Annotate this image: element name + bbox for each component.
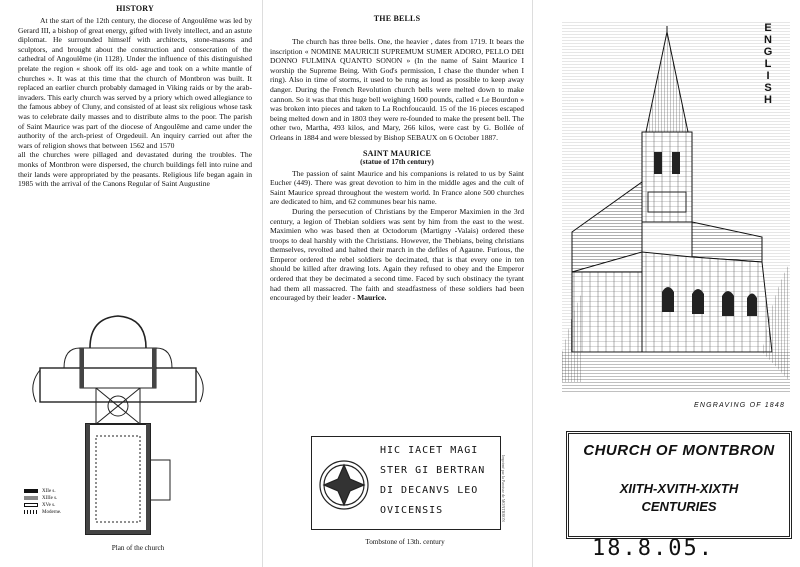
lang-letter: L [764,58,772,70]
lang-letter: N [764,34,772,46]
history-paragraph-1: At the start of the 12th century, the diocese of Angoulême was led by Gerard III, a bishop of great energy, gifted with lively intellect, and an astute diplomat. He surrounded himself with architects, stone-masons and sculptors, and brought about the construction and consecration of the cathedral of Angoulême (in 1128). Under the influence of this distinguished prelate the region « shook off its old- age and took on a white mantle of churches ». It was at this time that the church of Montbron was built. It replaced an earlier church probably damaged in Viking raids or by the arab-invaders. This early church was served by a priory which owed allegiance to the famous abbey of Cluny, and consisted of at least six religious whose task was to celebrate daily masses and to distribute alms to the poor. The parish of Saint Maurice was part of the diocese of Angoulême and came under the authority of the arch-priest of Orgedeuil. An inquiry carried out after the wars of religion shows that between 1562 and 1570 [18,16,252,150]
history-title: HISTORY [116,4,154,13]
lang-letter: S [764,82,772,94]
cover-centuries-2: CENTURIES [641,499,717,514]
plan-caption: Plan of the church [111,544,165,552]
legend-swatch-13c [24,496,38,500]
legend-modern: Moderne. [42,510,62,515]
cover-title-box [566,431,792,539]
tomb-line-2: STER GI BERTRAN [380,465,486,476]
cross-icon [316,439,372,527]
tomb-line-1: HIC IACET MAGI [380,445,479,456]
lang-letter: E [764,22,772,34]
bells-title: THE BELLS [373,14,421,23]
cover-title: CHURCH OF MONTBRON [583,442,775,459]
church-plan [18,290,218,550]
lang-letter: H [764,94,772,106]
tomb-line-3: DI DECANVS LEO [380,485,479,496]
printer-note: Imprimé par la Paroisse de MONTBRON [501,455,506,522]
maurice-subtitle: (statue of 17th century) [360,156,434,166]
church-engraving [562,22,790,394]
plan-legend [24,488,61,516]
maurice-title: SAINT MAURICE [362,148,432,158]
legend-12c: XIIe s. [42,489,56,494]
handwritten-date: 18.8.05. [592,536,714,561]
cover-centuries-1: XIITH-XVITH-XIXTH [619,481,739,496]
legend-15c: XVe s. [42,503,56,508]
lang-letter: I [766,70,770,82]
legend-swatch-15c [24,503,38,507]
maurice-paragraph-2: During the persecution of Christians by the Emperor Maximien in the 3rd century, a legion of Thebian soldiers was sent by him from the east to the west. Maximien who was based then at Octodorum (Martigny -Valais) ordered these troops to deal harshly with the Christians. However, the Thebians, being christians themselves, revolted and halted their march in the defiles of Agaune. Furious, the Emperor ordered the rebel soldiers be decimated, that is that every one in ten should be killed after drawing lots. Again they refused to obey and the Emperor ordered that they be decimated a second time. Faced by such obstinacy the tyrant had them all massacred. The faith and steadfastness of these soldiers had been encouraged by their leader - [270,206,524,303]
tomb-line-4: OVICENSIS [380,505,444,516]
lang-letter: G [763,46,773,58]
legend-swatch-12c [24,489,38,493]
maurice-paragraph-1: The passion of saint Maurice and his companions is related to us by Saint Eucher (449). There was great devotion to him in the middle ages and the cult of Saint Maurice spread throughout the western world. In France alone 500 churches are dedicated to him, and 62 communes bear his name. [270,168,524,207]
bells-text: The church has three bells. One, the heavier , dates from 1719. It bears the inscription « NOMINE MAURICII SUPREMUM SUMER ADORO, PELLO DEI DONNO FULMINA QUANTO SONON » (In the name of Saint Maurice I worship the Supreme Being. With God's permission, I chase the thunder when I ring). Also in time of storms, it used to be rung as loud as possible to keep away danger. During the French Revolution church bells were melted down to make cannon. So it was that this huge bell weighing 1600 pounds, called « Le Bourdon » was broken into pieces and taken to La Rochfoucauld. 15 of the 16 pieces escaped being melted down and in 1803 they were re-founded to make the present bell. The other two, Martha, 493 kilos, and Mary, 266 kilos, were cast by G. Bollée of Orleans in 1884 and were blessed by Bishop SEBAUX on 6 October 1887. [270,37,524,142]
legend-13c: XIIIe s. [42,496,58,501]
engraving-caption: ENGRAVING OF 1848 [694,402,786,409]
engraving-image [562,22,790,394]
maurice-leader: Maurice. [357,293,387,303]
history-paragraph-2: all the churches were pillaged and devastated during the troubles. The monks of Montbron were dispersed, the church buildings fell into ruine and their lands were appropriated by the peasants. Religious life began again in 1985 with the arrival of the Canons Regular of Saint Augustine [18,150,252,189]
legend-swatch-modern [24,510,38,514]
fold-line-2 [532,0,533,567]
tombstone-drawing [311,436,501,530]
tombstone-caption: Tombstone of 13th. century [365,538,445,546]
